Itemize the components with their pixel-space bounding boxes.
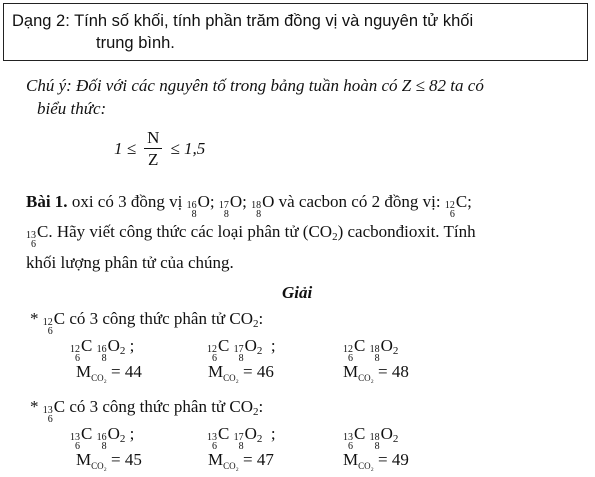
problem-line-3: khối lượng phân tử của chúng. [26,253,234,272]
problem-1 [26,189,588,275]
problem-text-1a: oxi có 3 đồng vị [71,192,183,211]
n-over-z-fraction [144,128,162,169]
fraction-numerator: N [144,128,162,149]
formula-c12-o18: 12 6 C 18 8 $O_2$ [343,336,399,364]
mass-c13-o17: $M_{CO_2} = 47$ [208,450,274,471]
topic-header-line-1: Dạng 2: Tính số khối, tính phần trăm đồng vị và nguyên tử khối [12,12,474,30]
mass-c12-o18: $M_{CO_2} = 48$ [343,362,409,383]
c12-heading-text: có 3 công thức phân tử CO [69,309,254,328]
mass-c12-o16: $M_{CO_2} = 44$ [76,362,142,383]
solution-c12-heading: * 12 6 C có 3 công thức phân tử $CO_2$: [30,309,264,337]
formula-c13-o16: 13 6 C 16 8 $O_2$ ; [70,424,135,452]
isotope-o16: 16 8 O [186,192,210,220]
mass-c13-o18: $M_{CO_2} = 49$ [343,450,409,471]
problem-text-2b: ) cacbonđioxit. Tính [337,222,476,241]
inequality-left: 1 ≤ [114,138,137,158]
problem-label: Bài 1. [26,192,68,211]
fraction-denominator: Z [148,150,159,169]
solution-title: Giải [282,283,313,302]
note-line-2: biểu thức: [37,99,107,118]
note-block [26,74,586,120]
isotope-c12: 12 6 C [444,192,468,220]
mass-c12-o17: $M_{CO_2} = 46$ [208,362,274,383]
isotope-c13: 13 6 C [42,397,66,425]
isotope-o18: 18 8 O [251,192,275,220]
solution-c13-heading: * 13 6 C có 3 công thức phân tử $CO_2$: [30,397,264,425]
formula-c13-o17: 13 6 C 17 8 $O_2$ ; [207,424,276,452]
isotope-c12: 12 6 C [42,309,66,337]
isotope-o17: 17 8 O [218,192,243,220]
note-line-1: Chú ý: Đối với các nguyên tố trong bảng tuần hoàn có Z ≤ 82 ta có [26,76,484,95]
formula-c12-o16: 12 6 C 16 8 $O_2$ ; [70,336,135,364]
formula-c13-o18: 13 6 C 18 8 $O_2$ [343,424,399,452]
problem-line-2: 13 6 C. Hãy viết công thức các loại phân tử $(CO_2)$ cacbonđioxit. Tính [26,222,476,250]
ratio-inequality [114,128,205,169]
bullet-star: * [30,397,39,416]
problem-text-2: . Hãy viết công thức các loại phân tử (CO [48,222,333,241]
problem-line-1: Bài 1. oxi có 3 đồng vị 16 8 O; 17 8 O; 18 8 O và cacbon có 2 đồng vị: 12 6 C; [26,192,472,220]
bullet-star: * [30,309,39,328]
isotope-c13: 13 6 C [26,222,49,250]
topic-header-line-2: trung bình. [96,34,175,52]
c13-heading-text: có 3 công thức phân tử CO [69,397,254,416]
problem-text-1b: và cacbon có 2 đồng vị: [278,192,441,211]
topic-header-box [3,3,588,61]
mass-c13-o16: $M_{CO_2} = 45$ [76,450,142,471]
formula-c12-o17: 12 6 C 17 8 $O_2$ ; [207,336,276,364]
inequality-right: ≤ 1,5 [170,138,206,158]
